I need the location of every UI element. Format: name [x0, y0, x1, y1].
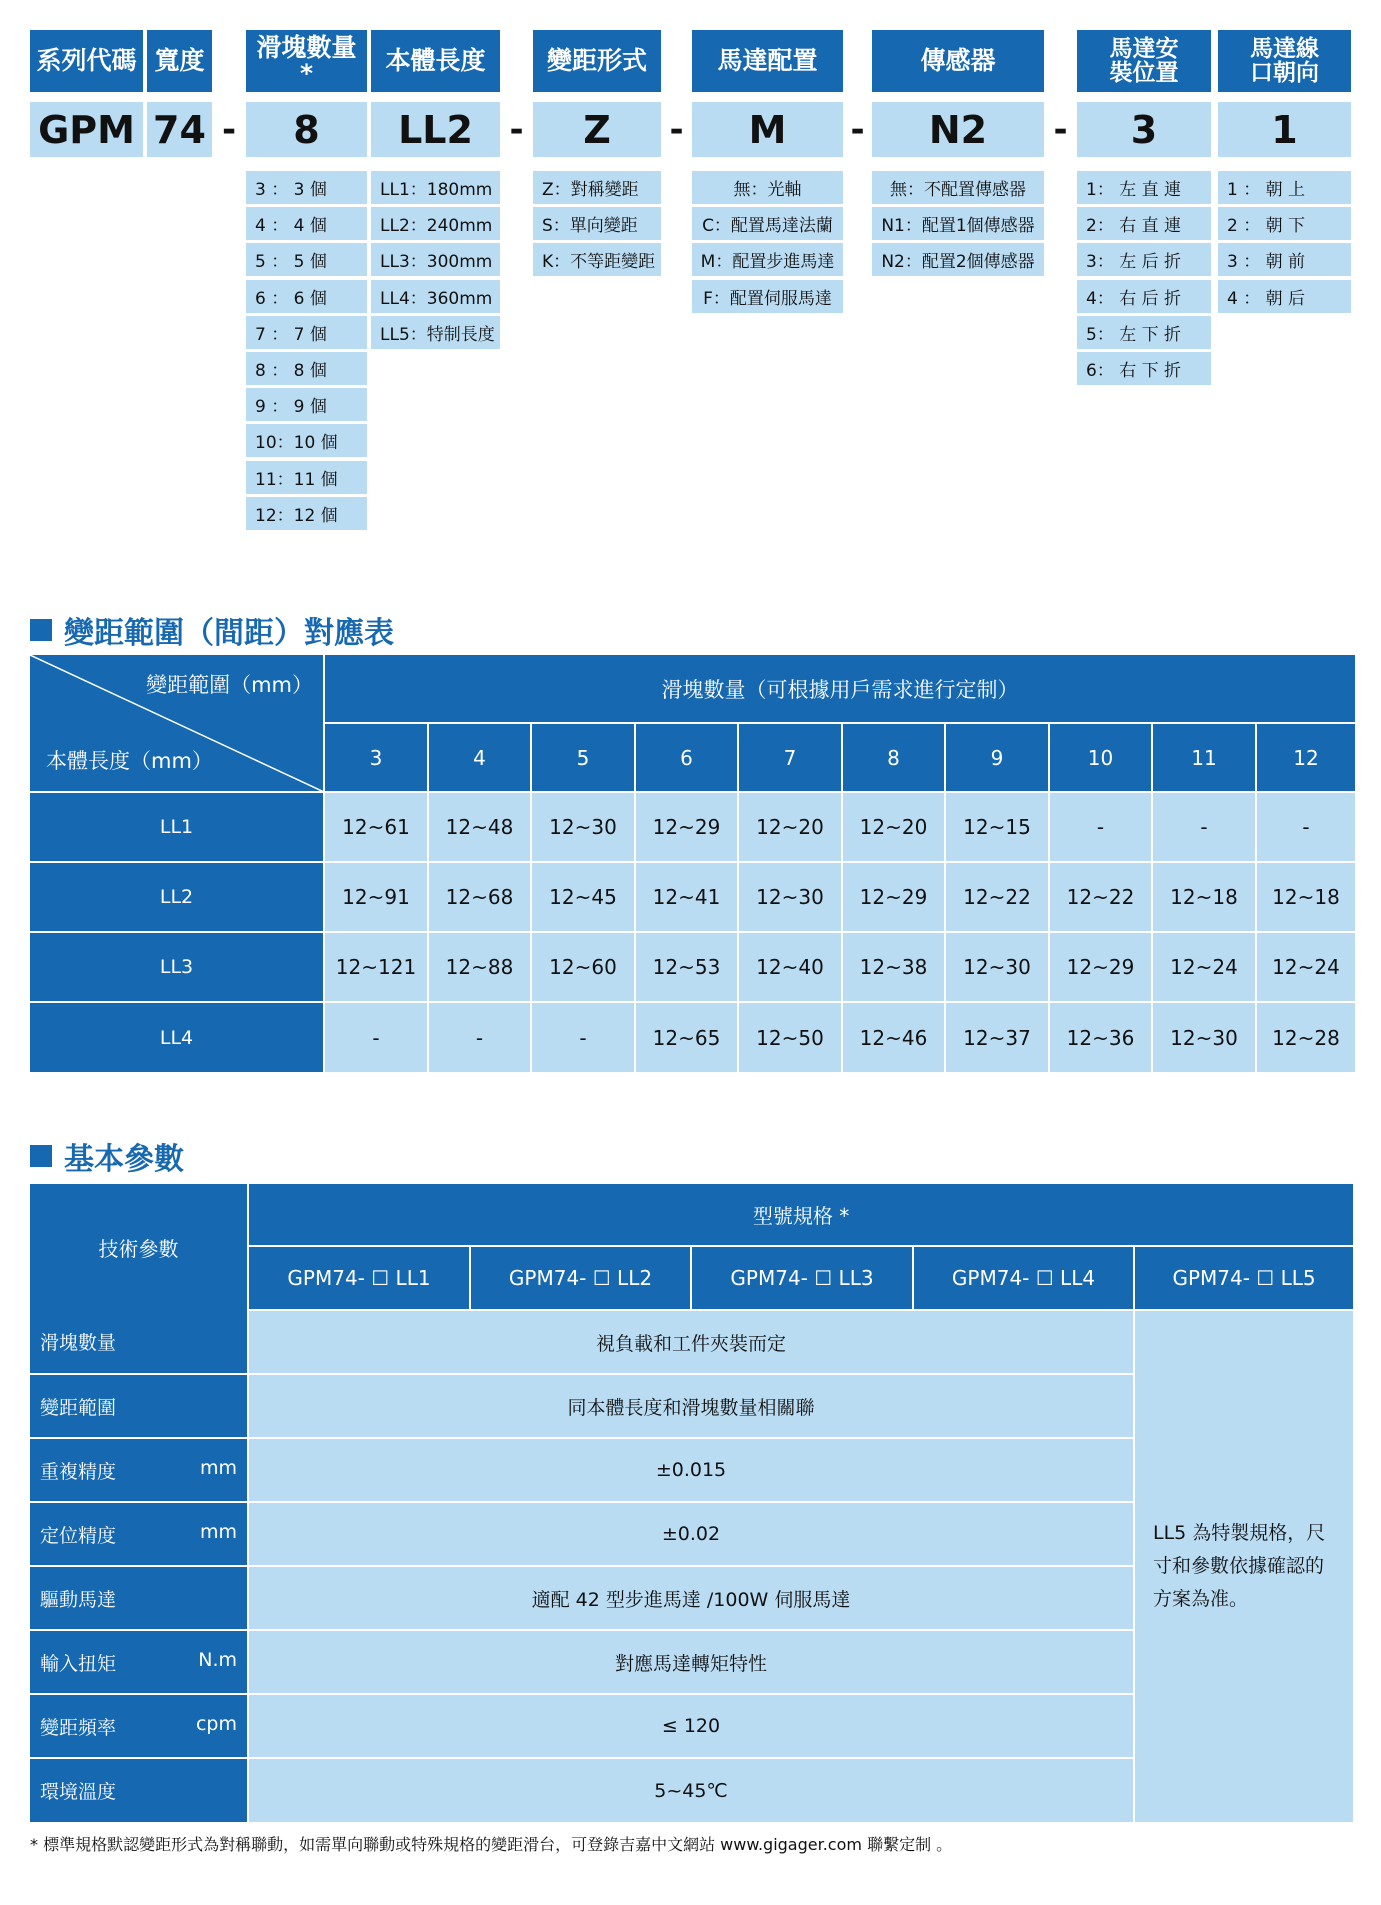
column-header: 9 [945, 723, 1049, 792]
option-item: 5： 左 下 折 [1077, 316, 1211, 349]
param-label: 變距頻率 [40, 1716, 117, 1739]
value-sensor: N2 [872, 102, 1044, 157]
option-item: LL4：360mm [371, 280, 500, 313]
option-item: 9 ： 9 個 [246, 388, 367, 421]
option-item: 8 ： 8 個 [246, 352, 367, 385]
table-cell: 12~22 [945, 862, 1049, 932]
column-header: 12 [1256, 723, 1355, 792]
separator: - [509, 109, 524, 150]
option-item: N1：配置1個傳感器 [872, 207, 1044, 240]
param-header: 技術參數 [30, 1184, 248, 1310]
column-header: 10 [1049, 723, 1152, 792]
option-item: LL3：300mm [371, 243, 500, 276]
param-unit: mm [199, 1520, 237, 1543]
column-header: 5 [531, 723, 635, 792]
option-item: 2： 右 直 連 [1077, 207, 1211, 240]
square-bullet-icon [30, 619, 52, 641]
row-label: LL1 [30, 792, 324, 862]
option-item: 1 ： 朝 上 [1218, 171, 1351, 204]
param-label: 驅動馬達 [40, 1588, 117, 1611]
table-cell: 12~53 [635, 932, 738, 1002]
table-cell: 12~28 [1256, 1002, 1355, 1072]
table-cell: 12~60 [531, 932, 635, 1002]
table-cell: - [428, 1002, 531, 1072]
param-value: ≤ 120 [248, 1694, 1134, 1758]
row-label: LL3 [30, 932, 324, 1002]
table-row [30, 862, 1355, 932]
param-value: ±0.02 [248, 1502, 1134, 1566]
table-cell: 12~61 [324, 792, 428, 862]
column-header: 6 [635, 723, 738, 792]
param-row [30, 1310, 1353, 1374]
param-value: 對應馬達轉矩特性 [248, 1630, 1134, 1694]
param-value: ±0.015 [248, 1438, 1134, 1502]
option-item: 12：12 個 [246, 497, 367, 530]
param-label-cell [30, 1502, 248, 1566]
option-item: N2：配置2個傳感器 [872, 243, 1044, 276]
table-cell: 12~29 [1049, 932, 1152, 1002]
option-item: 2 ： 朝 下 [1218, 207, 1351, 240]
table-cell: 12~37 [945, 1002, 1049, 1072]
param-label-cell [30, 1374, 248, 1438]
param-label-cell [30, 1758, 248, 1822]
separator: - [850, 109, 865, 150]
column-header: 11 [1152, 723, 1256, 792]
option-item: 5 ： 5 個 [246, 243, 367, 276]
row-label: LL4 [30, 1002, 324, 1072]
table-cell: - [1049, 792, 1152, 862]
param-label-cell [30, 1310, 248, 1374]
param-label: 滑塊數量 [40, 1332, 117, 1354]
param-value: 視負載和工件夾裝而定 [248, 1310, 1134, 1374]
value-width: 74 [147, 102, 212, 157]
basic-params-table [30, 1184, 1353, 1822]
option-item: 3： 左 后 折 [1077, 243, 1211, 276]
corner-bottom-label: 本體長度（mm） [46, 749, 213, 773]
section-title-pitch-table [30, 608, 394, 652]
value-cable-direction: 1 [1218, 102, 1351, 157]
param-label: 變距範圍 [40, 1396, 117, 1419]
option-item: 11：11 個 [246, 461, 367, 494]
table-cell: 12~41 [635, 862, 738, 932]
header-width: 寬度 [147, 30, 212, 92]
table-cell: 12~30 [945, 932, 1049, 1002]
option-item: LL1：180mm [371, 171, 500, 204]
param-unit: mm [199, 1456, 237, 1479]
value-pitch-type: Z [533, 102, 661, 157]
square-bullet-icon [30, 1145, 52, 1167]
table-cell: 12~18 [1256, 862, 1355, 932]
option-item: 4 ： 朝 后 [1218, 280, 1351, 313]
option-item: S：單向變距 [533, 207, 661, 240]
table-cell: 12~20 [842, 792, 945, 862]
column-header: 8 [842, 723, 945, 792]
param-label-cell [30, 1566, 248, 1630]
option-item: 4 ： 4 個 [246, 207, 367, 240]
footnote: * 標準規格默認變距形式為對稱聯動，如需單向聯動或特殊規格的變距滑台，可登錄吉嘉中文網站 www.gigager.com 聯繫定制 。 [30, 1835, 953, 1854]
option-item: 3 ： 朝 前 [1218, 243, 1351, 276]
table-row [30, 792, 1355, 862]
table-cell: 12~50 [738, 1002, 842, 1072]
table-cell: 12~36 [1049, 1002, 1152, 1072]
table-cell: 12~91 [324, 862, 428, 932]
table-cell: 12~18 [1152, 862, 1256, 932]
table-row [30, 932, 1355, 1002]
header-body-length: 本體長度 [371, 30, 500, 92]
ll5-note: LL5 為特製規格，尺寸和參數依據確認的方案為准。 [1134, 1310, 1353, 1822]
separator: - [221, 109, 237, 150]
table-cell: 12~65 [635, 1002, 738, 1072]
table-cell: 12~29 [635, 792, 738, 862]
option-item: 6 ： 6 個 [246, 280, 367, 313]
option-item: 6： 右 下 折 [1077, 352, 1211, 385]
option-item: 10：10 個 [246, 424, 367, 457]
param-value: 適配 42 型步進馬達 /100W 伺服馬達 [248, 1566, 1134, 1630]
table-corner-cell [30, 655, 324, 792]
table-cell: 12~121 [324, 932, 428, 1002]
value-motor-config: M [692, 102, 843, 157]
table-cell: 12~45 [531, 862, 635, 932]
param-label: 定位精度 [40, 1524, 117, 1547]
param-value: 5~45℃ [248, 1758, 1134, 1822]
table-cell: 12~30 [1152, 1002, 1256, 1072]
param-label: 輸入扭矩 [40, 1652, 117, 1675]
model-column-header: GPM74- ☐ LL3 [691, 1246, 913, 1310]
param-label: 重複精度 [40, 1460, 117, 1483]
table-cell: - [1152, 792, 1256, 862]
param-value: 同本體長度和滑塊數量相關聯 [248, 1374, 1134, 1438]
table-cell: 12~48 [428, 792, 531, 862]
param-unit: cpm [195, 1712, 237, 1735]
param-label-cell [30, 1630, 248, 1694]
model-column-header: GPM74- ☐ LL4 [913, 1246, 1134, 1310]
section-title-basic-params [30, 1134, 184, 1178]
option-item: 1： 左 直 連 [1077, 171, 1211, 204]
pitch-range-table [30, 655, 1355, 1072]
table-cell: 12~30 [738, 862, 842, 932]
section-title-text: 基本參數 [64, 1142, 184, 1177]
header-pitch-type: 變距形式 [533, 30, 661, 92]
header-series-code: 系列代碼 [30, 30, 143, 92]
table-cell: 12~29 [842, 862, 945, 932]
model-header: 型號規格 * [248, 1184, 1353, 1246]
model-column-header: GPM74- ☐ LL2 [470, 1246, 691, 1310]
option-item: 3 ： 3 個 [246, 171, 367, 204]
table-cell: 12~38 [842, 932, 945, 1002]
option-item: C：配置馬達法蘭 [692, 207, 843, 240]
option-item: 無：不配置傳感器 [872, 171, 1044, 204]
option-item: LL5：特制長度 [371, 316, 500, 349]
value-motor-position: 3 [1077, 102, 1211, 157]
table-cell: 12~24 [1256, 932, 1355, 1002]
table-cell: 12~24 [1152, 932, 1256, 1002]
param-unit: N.m [198, 1648, 237, 1671]
option-item: F：配置伺服馬達 [692, 280, 843, 313]
table-cell: 12~22 [1049, 862, 1152, 932]
param-label-cell [30, 1694, 248, 1758]
header-slider-count: 滑塊數量 * [246, 30, 367, 92]
value-series-code: GPM [30, 102, 143, 157]
param-label: 環境溫度 [40, 1781, 117, 1803]
option-item: 無：光軸 [692, 171, 843, 204]
table-cell: 12~46 [842, 1002, 945, 1072]
param-label-cell [30, 1438, 248, 1502]
option-item: 7 ： 7 個 [246, 316, 367, 349]
row-label: LL2 [30, 862, 324, 932]
table-cell: - [531, 1002, 635, 1072]
model-column-header: GPM74- ☐ LL5 [1134, 1246, 1353, 1310]
table-cell: - [1256, 792, 1355, 862]
option-item: LL2：240mm [371, 207, 500, 240]
separator: - [669, 109, 684, 150]
column-header: 4 [428, 723, 531, 792]
value-slider-count: 8 [246, 102, 367, 157]
table-cell: 12~68 [428, 862, 531, 932]
header-cable-direction: 馬達線 口朝向 [1218, 30, 1351, 92]
table-row [30, 1002, 1355, 1072]
table-cell: 12~40 [738, 932, 842, 1002]
header-motor-config: 馬達配置 [692, 30, 843, 92]
table-cell: 12~15 [945, 792, 1049, 862]
separator [1211, 102, 1218, 157]
option-item: M：配置步進馬達 [692, 243, 843, 276]
value-body-length: LL2 [371, 102, 500, 157]
table-cell: 12~30 [531, 792, 635, 862]
header-sensor: 傳感器 [872, 30, 1044, 92]
column-header: 7 [738, 723, 842, 792]
option-item: Z：對稱變距 [533, 171, 661, 204]
table-cell: 12~88 [428, 932, 531, 1002]
model-column-header: GPM74- ☐ LL1 [248, 1246, 470, 1310]
corner-top-label: 變距範圍（mm） [146, 673, 313, 697]
option-item: K：不等距變距 [533, 243, 661, 276]
header-motor-position: 馬達安 裝位置 [1077, 30, 1211, 92]
table-cell: 12~20 [738, 792, 842, 862]
separator: - [1053, 109, 1068, 150]
section-title-text: 變距範圍（間距）對應表 [64, 616, 394, 651]
option-item: 4： 右 后 折 [1077, 280, 1211, 313]
table-cell: - [324, 1002, 428, 1072]
group-header: 滑塊數量（可根據用戶需求進行定制） [324, 655, 1355, 723]
column-header: 3 [324, 723, 428, 792]
